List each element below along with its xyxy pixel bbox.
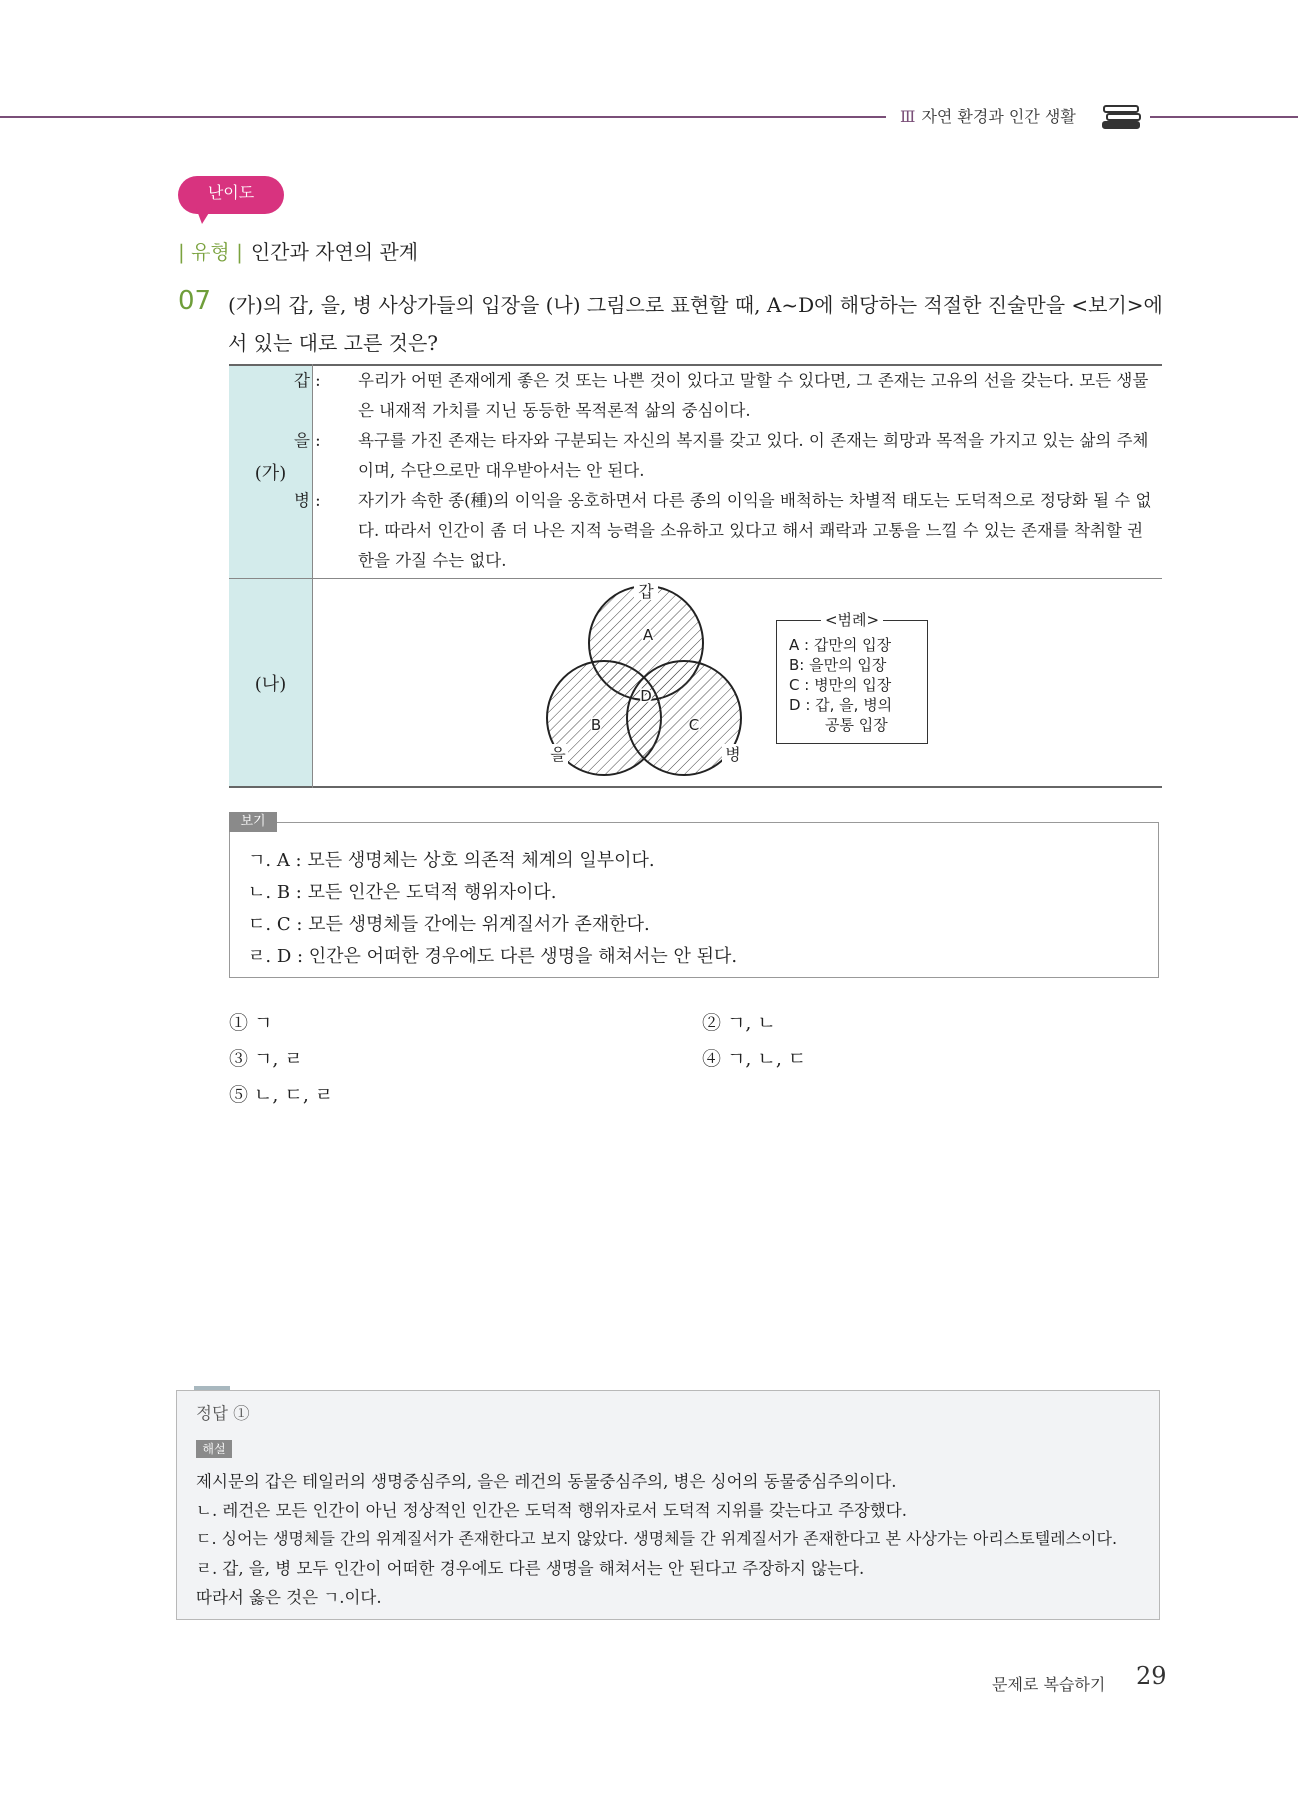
statement-text: 우리가 어떤 존재에게 좋은 것 또는 나쁜 것이 있다고 말할 수 있다면, 그 존재는 고유의 선을 갖는다. 모든 생물은 내재적 가치를 지닌 동등한 목적론적 삶의 중심이다. <box>358 371 1149 420</box>
statement-text: 욕구를 가진 존재는 타자와 구분되는 자신의 복지를 갖고 있다. 이 존재는 희망과 목적을 가지고 있는 삶의 주체이며, 수단으로만 대우받아서는 안 된다. <box>358 431 1149 480</box>
answer-label: 정답 ① <box>196 1404 250 1423</box>
statement-byeong <box>294 486 1156 576</box>
region-label-a: A <box>642 626 654 644</box>
choice-2[interactable]: ② ㄱ, ㄴ <box>702 1012 776 1034</box>
bogi-item: ㄱ. A : 모든 생명체는 상호 의존적 체계의 일부이다. <box>248 850 655 871</box>
section-header <box>900 104 1076 127</box>
question-number: 07 <box>178 286 212 316</box>
legend-item: C : 병만의 입장 <box>789 676 892 694</box>
header-rule-right <box>1150 116 1298 118</box>
legend-item: 공통 입장 <box>825 716 888 734</box>
region-label-b: B <box>590 716 602 734</box>
bogi-item: ㄴ. B : 모든 인간은 도덕적 행위자이다. <box>248 882 557 903</box>
region-label-d: D <box>640 687 652 705</box>
table-bottom-rule <box>229 786 1162 788</box>
footer-section-title: 문제로 복습하기 <box>992 1675 1106 1694</box>
diagram-legend <box>776 611 928 744</box>
legend-item: B: 을만의 입장 <box>789 656 887 674</box>
type-topic: 인간과 자연의 관계 <box>250 240 419 264</box>
explanation-line: ㄹ. 갑, 을, 병 모두 인간이 어떠한 경우에도 다른 생명을 해쳐서는 안 된다고 주장하지 않는다. <box>196 1559 865 1578</box>
question-text: (가)의 갑, 을, 병 사상가들의 입장을 (나) 그림으로 표현할 때, A~D에 해당하는 적절한 진술만을 <보기>에서 있는 대로 고른 것은? <box>228 293 1163 355</box>
books-icon <box>1102 104 1142 130</box>
explanation-line: ㄷ. 싱어는 생명체들 간의 위계질서가 존재한다고 보지 않았다. 생명체들 간 위계질서가 존재한다고 본 사상가는 아리스토텔레스이다. <box>196 1529 1118 1548</box>
legend-item: D : 갑, 을, 병의 <box>789 696 893 714</box>
na-label-cell <box>229 579 312 786</box>
choice-1[interactable]: ① ㄱ <box>229 1012 273 1034</box>
header-rule-left <box>0 116 886 118</box>
legend-items <box>777 635 892 735</box>
answer-box-accent <box>194 1386 230 1390</box>
explanation-line: 따라서 옳은 것은 ㄱ.이다. <box>196 1588 382 1607</box>
explanation-line: ㄴ. 레건은 모든 인간이 아닌 정상적인 인간은 도덕적 행위자로서 도덕적 지위를 갖는다고 주장했다. <box>196 1501 907 1520</box>
na-label: (나) <box>254 673 287 695</box>
statement-eul <box>294 426 1156 486</box>
choice-4[interactable]: ④ ㄱ, ㄴ, ㄷ <box>702 1048 807 1070</box>
table-middle-rule <box>229 578 1162 579</box>
statement-text: 자기가 속한 종(種)의 이익을 옹호하면서 다른 종의 이익을 배척하는 차별적 태도는 도덕적으로 정당화 될 수 없다. 따라서 인간이 좀 더 나은 지적 능력을 소유하고 있다고 해서 쾌락과 고통을 느낄 수 있는 존재를 착취할 권한을 가질 수는 없다. <box>358 491 1152 570</box>
ga-label: (가) <box>254 463 287 484</box>
bogi-item: ㄷ. C : 모든 생명체들 간에는 위계질서가 존재한다. <box>248 914 650 935</box>
circle-label-eul: 을 <box>550 745 566 764</box>
type-label: | 유형 | <box>178 240 243 264</box>
difficulty-badge: 난이도 <box>178 176 284 214</box>
section-roman-numeral: Ⅲ <box>900 107 916 126</box>
bogi-item: ㄹ. D : 인간은 어떠한 경우에도 다른 생명을 해쳐서는 안 된다. <box>248 946 738 967</box>
statement-name: 병 : <box>294 491 321 510</box>
circle-label-byeong: 병 <box>725 745 741 764</box>
page-number: 29 <box>1136 1662 1167 1690</box>
choice-5[interactable]: ⑤ ㄴ, ㄷ, ㄹ <box>229 1084 334 1106</box>
legend-title-wrap <box>777 609 927 630</box>
venn-diagram <box>530 582 760 784</box>
section-title: 자연 환경과 인간 생활 <box>921 107 1076 126</box>
bogi-tab: 보기 <box>229 812 277 832</box>
question-type <box>178 236 418 265</box>
region-label-c: C <box>688 716 700 734</box>
statement-gap <box>294 366 1156 426</box>
legend-item: A : 갑만의 입장 <box>789 636 892 654</box>
ga-label-cell <box>229 366 312 578</box>
statement-name: 갑 : <box>294 371 321 390</box>
explanation-line: 제시문의 갑은 테일러의 생명중심주의, 을은 레건의 동물중심주의, 병은 싱어의 동물중심주의이다. <box>196 1472 897 1491</box>
explanation-tab: 해설 <box>196 1440 232 1458</box>
legend-title: <범례> <box>821 611 883 629</box>
statement-list <box>294 366 1156 576</box>
difficulty-badge-tail <box>196 208 212 224</box>
circle-label-gap: 갑 <box>638 582 654 601</box>
choice-3[interactable]: ③ ㄱ, ㄹ <box>229 1048 303 1070</box>
statement-name: 을 : <box>294 431 321 450</box>
